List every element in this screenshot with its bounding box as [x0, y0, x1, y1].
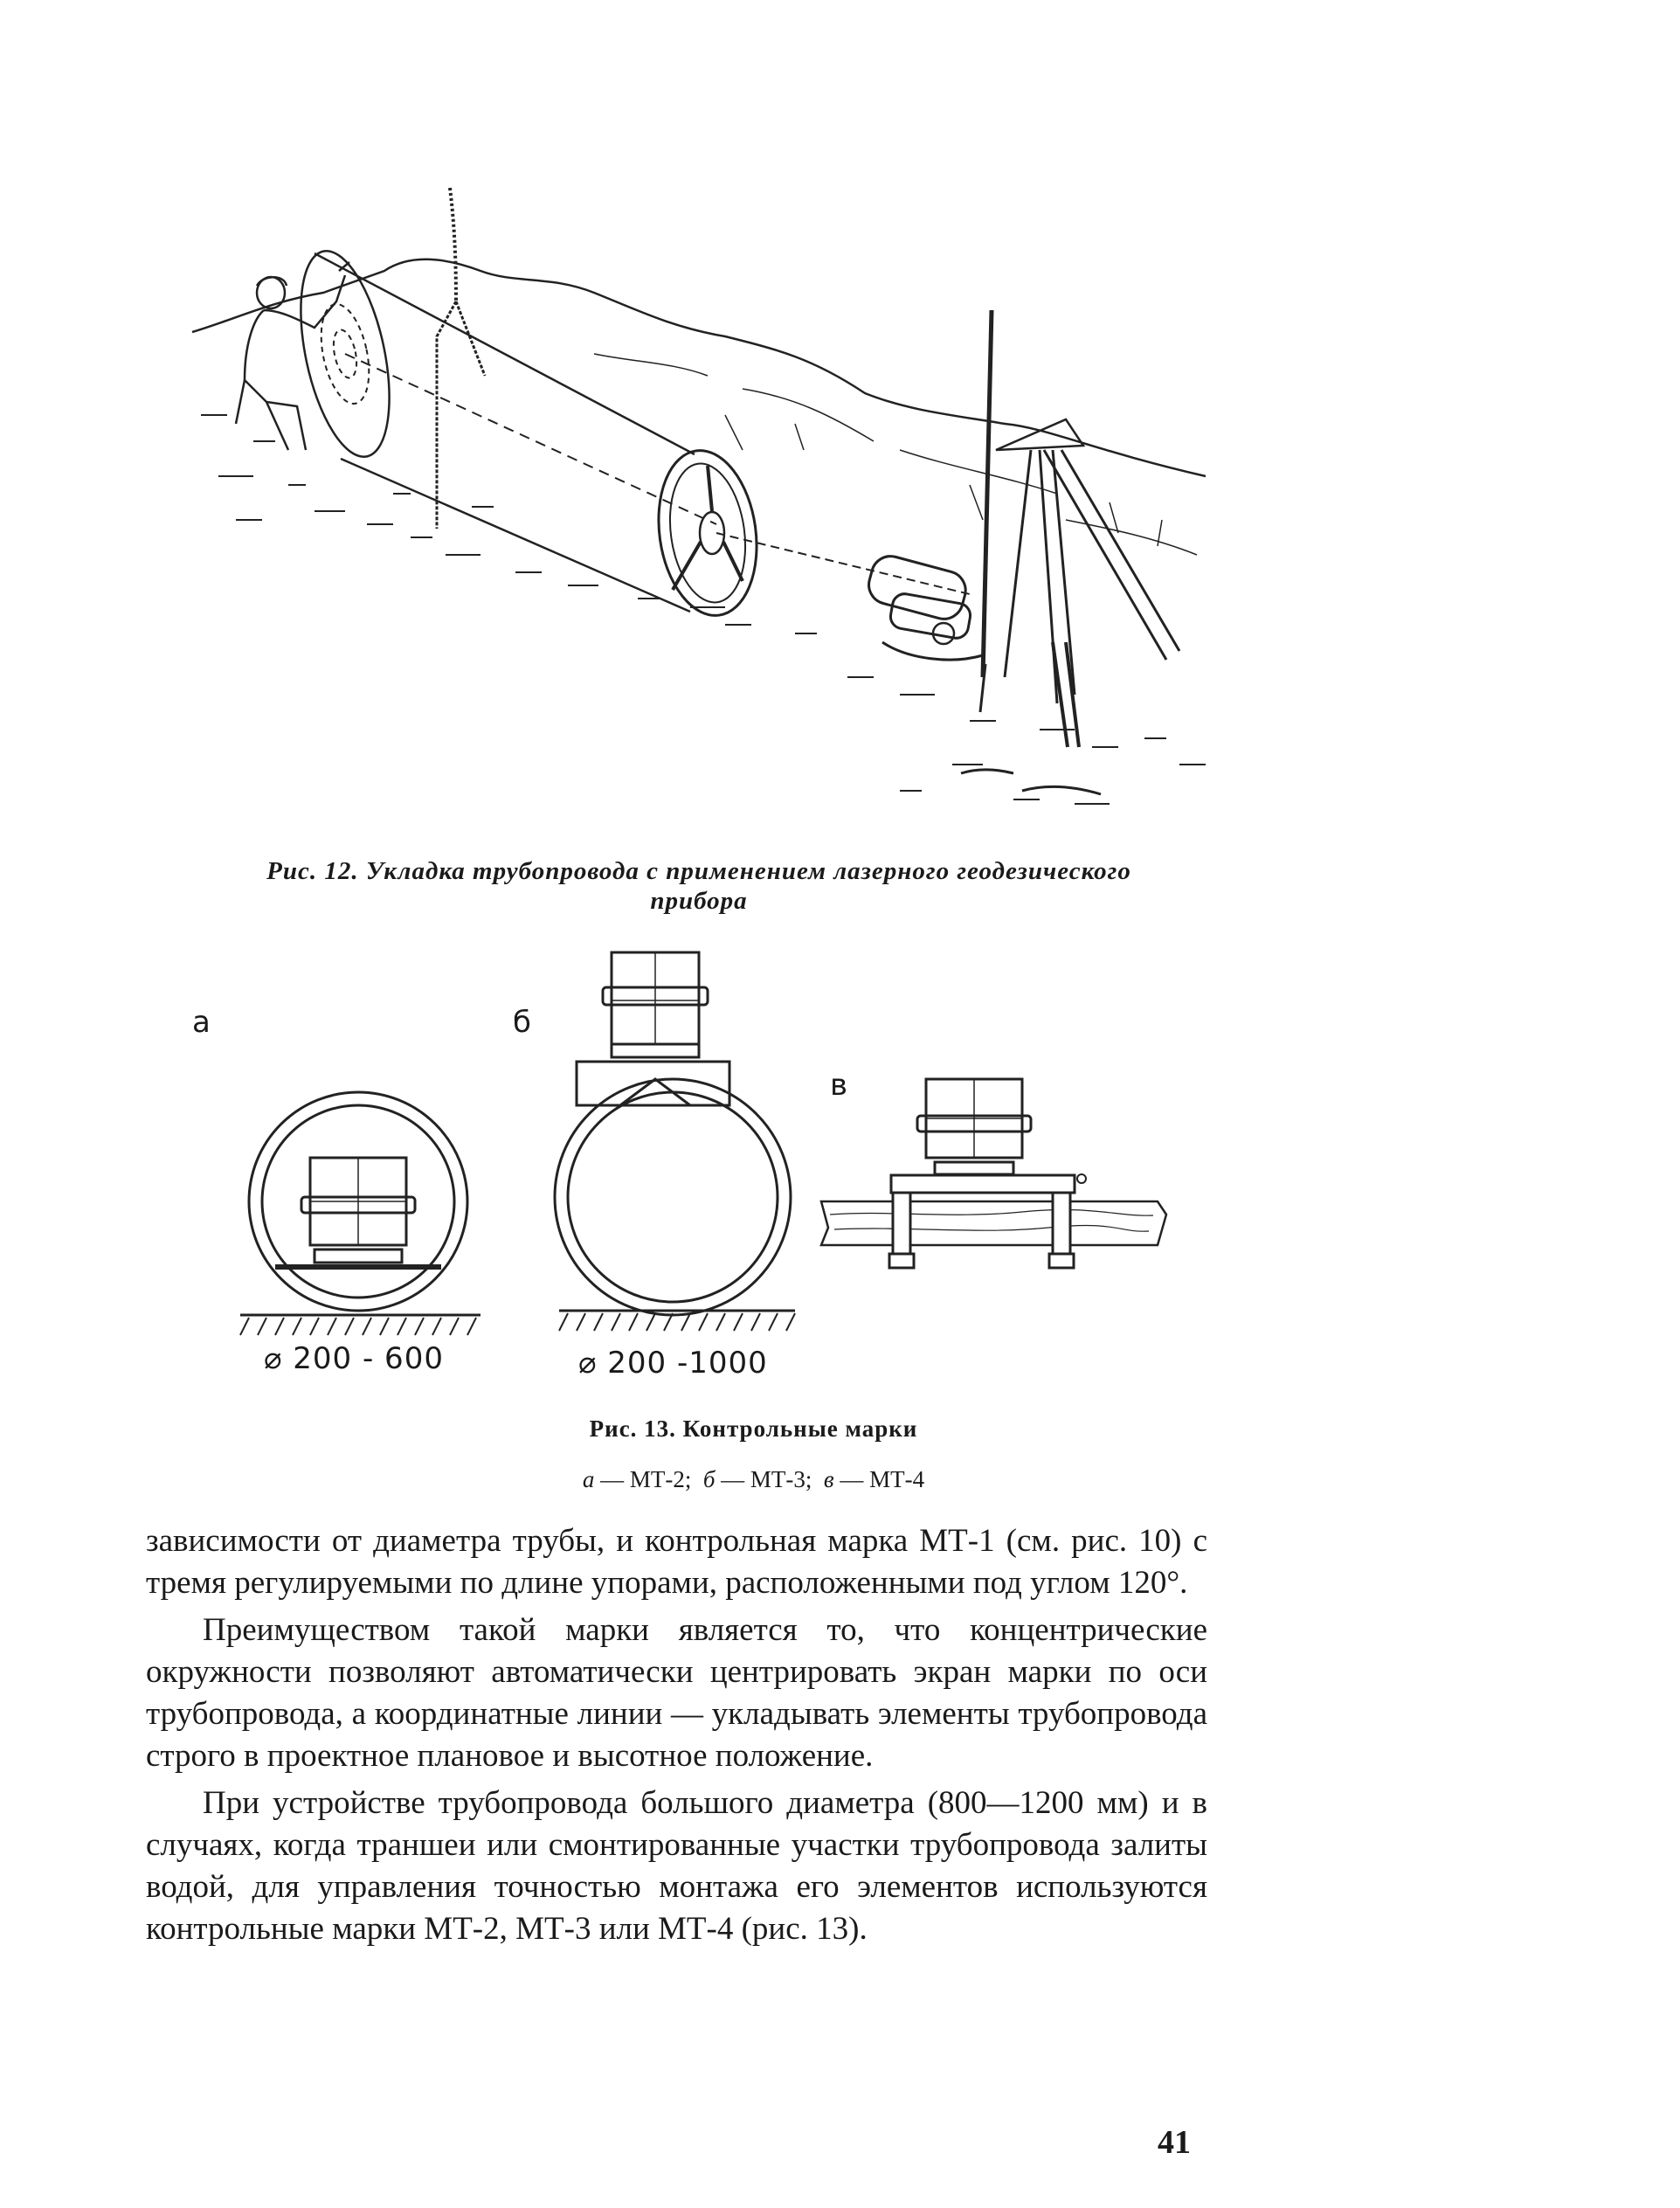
figure-12-illustration: [183, 188, 1214, 852]
figure-13a-drawing: [227, 1083, 489, 1346]
figure-13-legend: [262, 1466, 1245, 1493]
legend-a-text: — МТ-2;: [594, 1466, 692, 1492]
panel-label-a: а: [192, 1005, 211, 1040]
page-number: 41: [1158, 2124, 1191, 2161]
paragraph-1: зависимости от диаметра трубы, и контрольная марка МТ-1 (см. рис. 10) с тремя регулируемыми по длине упорами, расположенными под углом 120°.: [146, 1523, 1207, 1601]
legend-b-letter: б: [702, 1466, 716, 1492]
body-text: [146, 1520, 1207, 1950]
panel-b-diameter: ⌀ 200 -1000: [578, 1346, 768, 1381]
paragraph-3: При устройстве трубопровода большого диаметра (800—1200 мм) и в случаях, когда траншеи или смонтированные участки трубопровода залиты водой, для управления точностью монтажа его элементов используются контрольные марки МТ-2, МТ-3 или МТ-4 (рис. 13).: [146, 1785, 1207, 1947]
panel-label-v: в: [830, 1068, 848, 1103]
figure-12-caption-line2: прибора: [650, 887, 748, 915]
legend-v-letter: в: [823, 1466, 834, 1492]
panel-label-b: б: [513, 1005, 531, 1040]
legend-v-text: — МТ-4: [833, 1466, 925, 1492]
figure-13b-drawing: [542, 948, 821, 1350]
panel-a-diameter: ⌀ 200 - 600: [264, 1341, 444, 1376]
figure-13-caption: Рис. 13. Контрольные марки: [589, 1415, 918, 1442]
tripod-laser-drawing: [865, 310, 1179, 747]
paragraph-2: Преимуществом такой марки является то, что концентрические окружности позволяют автоматически центрировать экран марки по оси трубопровода, а координатные линии — укладывать элементы трубопровода строго в проектное плановое и высотное положение.: [146, 1612, 1207, 1774]
legend-b-text: — МТ-3;: [715, 1466, 812, 1492]
figure-12-caption: [175, 856, 1223, 916]
legend-a-letter: а: [582, 1466, 595, 1492]
pipe-drawing: [285, 188, 970, 622]
figure-13v-drawing: [821, 1070, 1171, 1280]
figure-12-caption-line1: Рис. 12. Укладка трубопровода с применением лазерного геодезического: [266, 857, 1131, 885]
